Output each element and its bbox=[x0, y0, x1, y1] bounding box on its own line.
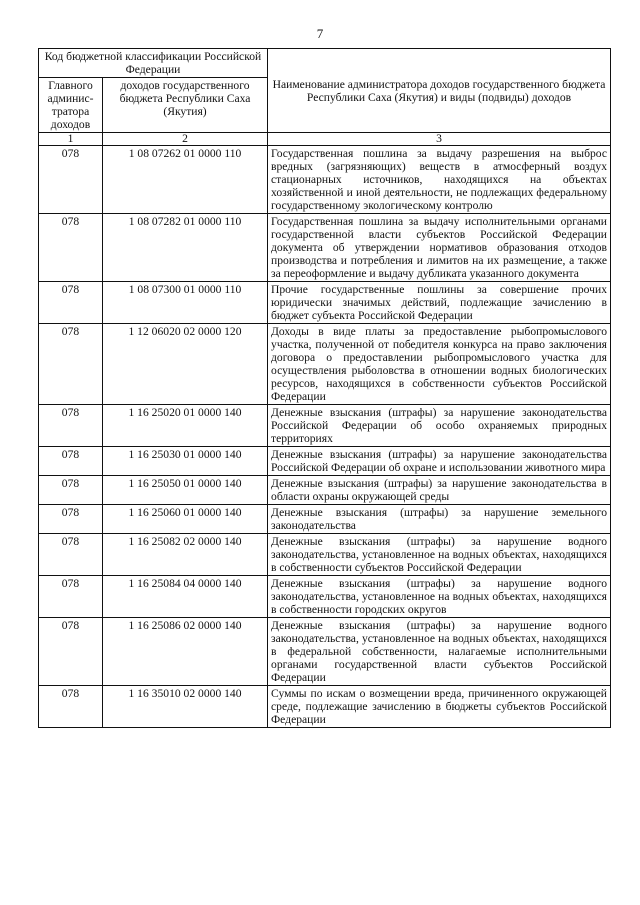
admin-code-cell: 078 bbox=[39, 505, 103, 534]
column-number: 1 bbox=[39, 133, 103, 146]
admin-code-cell: 078 bbox=[39, 534, 103, 576]
table-row bbox=[39, 576, 611, 618]
admin-code-cell: 078 bbox=[39, 282, 103, 324]
budget-code-cell: 1 08 07300 01 0000 110 bbox=[103, 282, 268, 324]
budget-code-cell: 1 08 07282 01 0000 110 bbox=[103, 214, 268, 282]
revenue-name-cell: Прочие государственные пошлины за совершение прочих юридически значимых действий, подлежащие зачислению в бюджет субъекта Российской Федерации bbox=[268, 282, 611, 324]
revenue-name-cell: Денежные взыскания (штрафы) за нарушение водного законодательства, установленное на водных объектах, находящихся в федеральной собственности, налагаемые исполнительными органами государственной власти субъектов Российской Федерации bbox=[268, 618, 611, 686]
header-admin-column: Главного админис-тратора доходов bbox=[39, 78, 103, 133]
budget-code-cell: 1 08 07262 01 0000 110 bbox=[103, 146, 268, 214]
table-row bbox=[39, 534, 611, 576]
admin-code-cell: 078 bbox=[39, 324, 103, 405]
table-row bbox=[39, 505, 611, 534]
table-row bbox=[39, 214, 611, 282]
admin-code-cell: 078 bbox=[39, 618, 103, 686]
revenue-name-cell: Денежные взыскания (штрафы) за нарушение водного законодательства, установленное на водных объектах, находящихся в собственности субъектов Российской Федерации bbox=[268, 534, 611, 576]
column-number: 2 bbox=[103, 133, 268, 146]
budget-code-cell: 1 16 25082 02 0000 140 bbox=[103, 534, 268, 576]
budget-code-cell: 1 16 25030 01 0000 140 bbox=[103, 447, 268, 476]
revenue-name-cell: Денежные взыскания (штрафы) за нарушение законодательства Российской Федерации об охране и использовании животного мира bbox=[268, 447, 611, 476]
budget-code-cell: 1 12 06020 02 0000 120 bbox=[103, 324, 268, 405]
page-number: 7 bbox=[316, 26, 324, 41]
admin-code-cell: 078 bbox=[39, 214, 103, 282]
table-row bbox=[39, 282, 611, 324]
header-revenue-code-column: доходов государственного бюджета Республики Саха (Якутия) bbox=[103, 78, 268, 133]
admin-code-cell: 078 bbox=[39, 146, 103, 214]
revenue-name-cell: Денежные взыскания (штрафы) за нарушение законодательства в области охраны окружающей среды bbox=[268, 476, 611, 505]
table-row bbox=[39, 405, 611, 447]
revenue-name-cell: Доходы в виде платы за предоставление рыбопромыслового участка, полученной от победителя конкурса на право заключения договора о предоставлении рыбопромыслового участка для осуществления рыболовства в отношении водных биологических ресурсов, находящихся в собственности субъектов Российской Федерации bbox=[268, 324, 611, 405]
admin-code-cell: 078 bbox=[39, 686, 103, 728]
revenue-name-cell: Денежные взыскания (штрафы) за нарушение законодательства Российской Федерации об особо охраняемых природных территориях bbox=[268, 405, 611, 447]
table-row bbox=[39, 686, 611, 728]
table-row bbox=[39, 476, 611, 505]
header-code-group: Код бюджетной классификации Российской Федерации bbox=[39, 49, 268, 78]
budget-code-cell: 1 16 25020 01 0000 140 bbox=[103, 405, 268, 447]
budget-code-cell: 1 16 35010 02 0000 140 bbox=[103, 686, 268, 728]
table-row bbox=[39, 447, 611, 476]
table-row bbox=[39, 324, 611, 405]
admin-code-cell: 078 bbox=[39, 576, 103, 618]
budget-code-cell: 1 16 25084 04 0000 140 bbox=[103, 576, 268, 618]
table-row bbox=[39, 146, 611, 214]
budget-code-cell: 1 16 25060 01 0000 140 bbox=[103, 505, 268, 534]
admin-code-cell: 078 bbox=[39, 476, 103, 505]
table-row bbox=[39, 618, 611, 686]
admin-code-cell: 078 bbox=[39, 447, 103, 476]
revenue-classification-table bbox=[38, 48, 611, 728]
revenue-name-cell: Государственная пошлина за выдачу разрешения на выброс вредных (загрязняющих) веществ в атмосферный воздух стационарных источников, находящихся на объектах хозяйственной и иной деятельности, не подлежащих федеральному государственному экологическому контролю bbox=[268, 146, 611, 214]
budget-code-cell: 1 16 25086 02 0000 140 bbox=[103, 618, 268, 686]
header-name-column: Наименование администратора доходов государственного бюджета Республики Саха (Якутия) и виды (подвиды) доходов bbox=[268, 49, 611, 133]
revenue-name-cell: Государственная пошлина за выдачу исполнительными органами государственной власти субъектов Российской Федерации документа об утверждении нормативов образования отходов производства и потребления и лимитов на их размещение, а также за переоформление и выдачу дубликата указанного документа bbox=[268, 214, 611, 282]
budget-code-cell: 1 16 25050 01 0000 140 bbox=[103, 476, 268, 505]
revenue-name-cell: Денежные взыскания (штрафы) за нарушение земельного законодательства bbox=[268, 505, 611, 534]
revenue-name-cell: Денежные взыскания (штрафы) за нарушение водного законодательства, установленное на водных объектах, находящихся в собственности городских округов bbox=[268, 576, 611, 618]
revenue-name-cell: Суммы по искам о возмещении вреда, причиненного окружающей среде, подлежащие зачислению в бюджеты субъектов Российской Федерации bbox=[268, 686, 611, 728]
admin-code-cell: 078 bbox=[39, 405, 103, 447]
column-number: 3 bbox=[268, 133, 611, 146]
